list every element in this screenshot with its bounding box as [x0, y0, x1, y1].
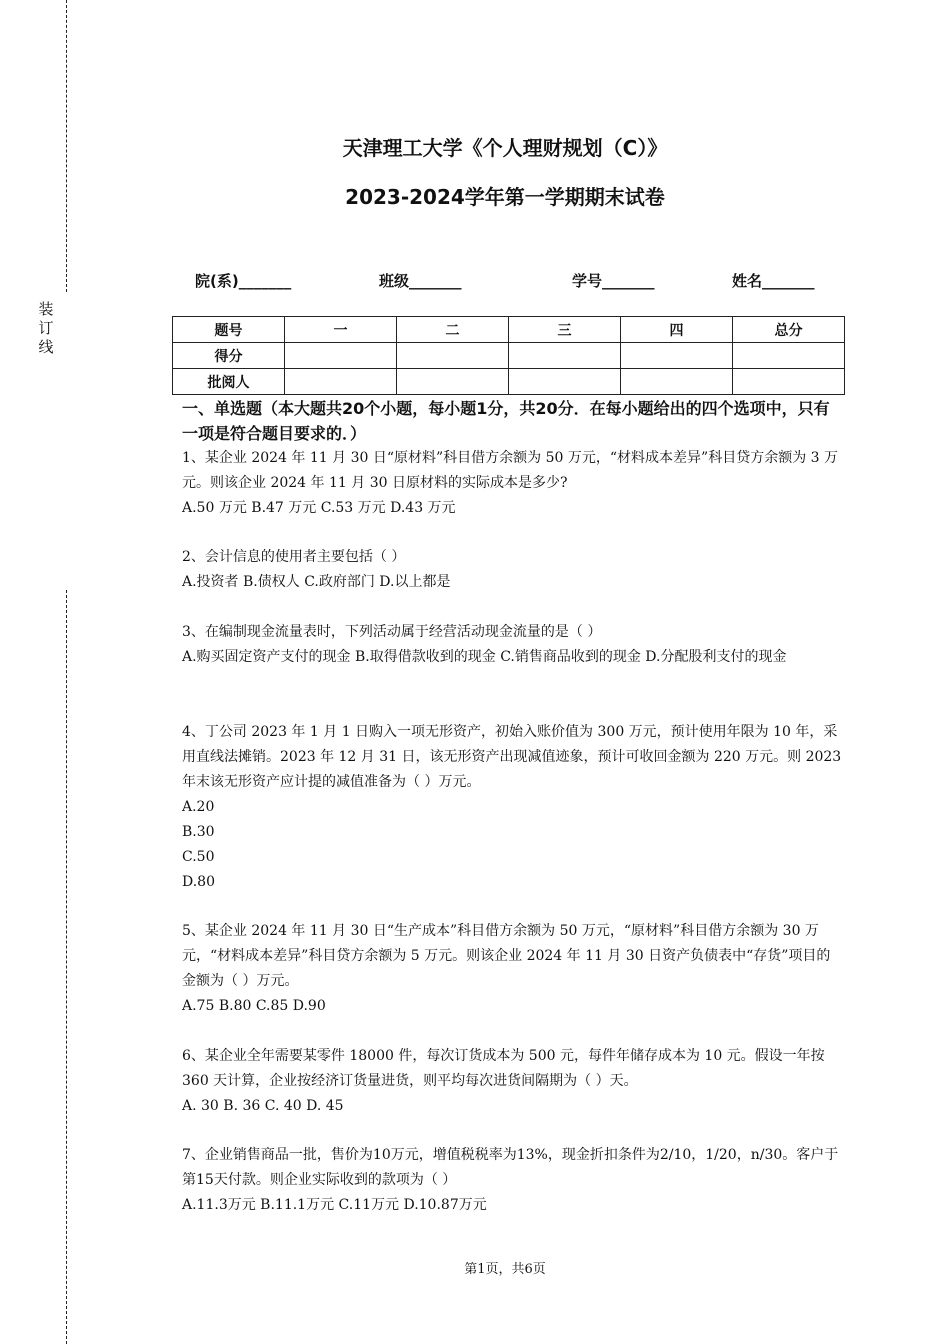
- score-table-row: [173, 343, 845, 369]
- score-header-cell: 一: [285, 317, 397, 343]
- question-stem: 4、丁公司 2023 年 1 月 1 日购入一项无形资产，初始入账价值为 300 万元，预计使用年限为 10 年，采用直线法摊销。2023 年 12 月 31 日，该无形资产出现减值迹象，预计可收回金额为 220 万元。则 2023 年末该无形资产应计提的减值准备为（ ）万元。: [182, 724, 846, 790]
- score-cell: [621, 343, 733, 369]
- exam-subtitle: 2023-2024学年第一学期期末试卷: [345, 185, 665, 209]
- question-stem: 1、某企业 2024 年 11 月 30 日“原材料”科目借方余额为 50 万元，“材料成本差异”科目贷方余额为 3 万元。则该企业 2024 年 11 月 30 日原材料的实际成本是多少?: [182, 450, 839, 491]
- score-header-cell: 四: [621, 317, 733, 343]
- binding-char: 订: [38, 319, 54, 337]
- question-5: [182, 919, 842, 1019]
- question-stem: 6、某企业全年需要某零件 18000 件，每次订货成本为 500 元，每件年储存成本为 10 元。假设一年按 360 天计算，企业按经济订货量进货，则平均每次进货间隔期为（ ）天。: [182, 1048, 830, 1089]
- question-option: A.20: [182, 799, 215, 815]
- question-2: [182, 545, 842, 595]
- question-6: [182, 1044, 842, 1119]
- question-stem: 5、某企业 2024 年 11 月 30 日“生产成本”科目借方余额为 50 万元，“原材料”科目借方余额为 30 万元，“材料成本差异”科目贷方余额为 5 万元。则该企业 2024 年 11 月 30 日资产负债表中“存货”项目的金额为（ ）万元。: [182, 923, 831, 989]
- question-option: C.50: [182, 849, 215, 865]
- score-cell: [621, 369, 733, 395]
- binding-char: 线: [38, 338, 54, 356]
- question-options: A. 30 B. 36 C. 40 D. 45: [182, 1098, 344, 1114]
- department-field: 院(系)_______: [195, 272, 292, 290]
- question-option: D.80: [182, 874, 215, 890]
- exam-title: 天津理工大学《个人理财规划（C）》: [342, 136, 668, 160]
- question-7: [182, 1143, 842, 1218]
- section-heading: 一、单选题（本大题共20个小题，每小题1分，共20分．在每小题给出的四个选项中，只有一项是符合题目要求的．）: [182, 399, 830, 443]
- score-cell: [397, 343, 509, 369]
- score-table: [172, 316, 845, 395]
- question-options: A.11.3万元 B.11.1万元 C.11万元 D.10.87万元: [182, 1197, 487, 1213]
- score-row-label: 批阅人: [173, 369, 285, 395]
- question-stem: 7、企业销售商品一批，售价为10万元，增值税税率为13%，现金折扣条件为2/10，1/20，n/30。客户于第15天付款。则企业实际收到的款项为（ ）: [182, 1147, 839, 1188]
- name-field: 姓名_______: [732, 272, 815, 290]
- question-options: A.投资者 B.债权人 C.政府部门 D.以上都是: [182, 574, 451, 590]
- binding-dashed-line-bottom: [66, 590, 67, 1344]
- question-4: [182, 720, 846, 895]
- score-table-row: [173, 369, 845, 395]
- score-cell: [285, 369, 397, 395]
- score-cell: [733, 343, 845, 369]
- page-number: 第1页，共6页: [464, 1262, 546, 1277]
- score-cell: [397, 369, 509, 395]
- question-1: [182, 446, 842, 521]
- question-options: A.购买固定资产支付的现金 B.取得借款收到的现金 C.销售商品收到的现金 D.分配股利支付的现金: [182, 649, 787, 665]
- score-cell: [285, 343, 397, 369]
- score-row-label: 得分: [173, 343, 285, 369]
- score-header-cell: 三: [509, 317, 621, 343]
- binding-char: 装: [38, 300, 54, 318]
- question-options: A.75 B.80 C.85 D.90: [182, 998, 326, 1014]
- question-stem: 3、在编制现金流量表时，下列活动属于经营活动现金流量的是（ ）: [182, 624, 602, 640]
- score-header-cell: 二: [397, 317, 509, 343]
- score-table-header-row: [173, 317, 845, 343]
- question-stem: 2、会计信息的使用者主要包括（ ）: [182, 549, 406, 565]
- score-header-cell: 总分: [733, 317, 845, 343]
- score-cell: [733, 369, 845, 395]
- student-id-field: 学号_______: [572, 272, 655, 290]
- binding-label: [36, 300, 56, 357]
- question-option: B.30: [182, 824, 215, 840]
- score-cell: [509, 343, 621, 369]
- question-3: [182, 620, 842, 670]
- score-cell: [509, 369, 621, 395]
- question-options: A.50 万元 B.47 万元 C.53 万元 D.43 万元: [182, 500, 456, 516]
- score-header-cell: 题号: [173, 317, 285, 343]
- class-field: 班级_______: [379, 272, 462, 290]
